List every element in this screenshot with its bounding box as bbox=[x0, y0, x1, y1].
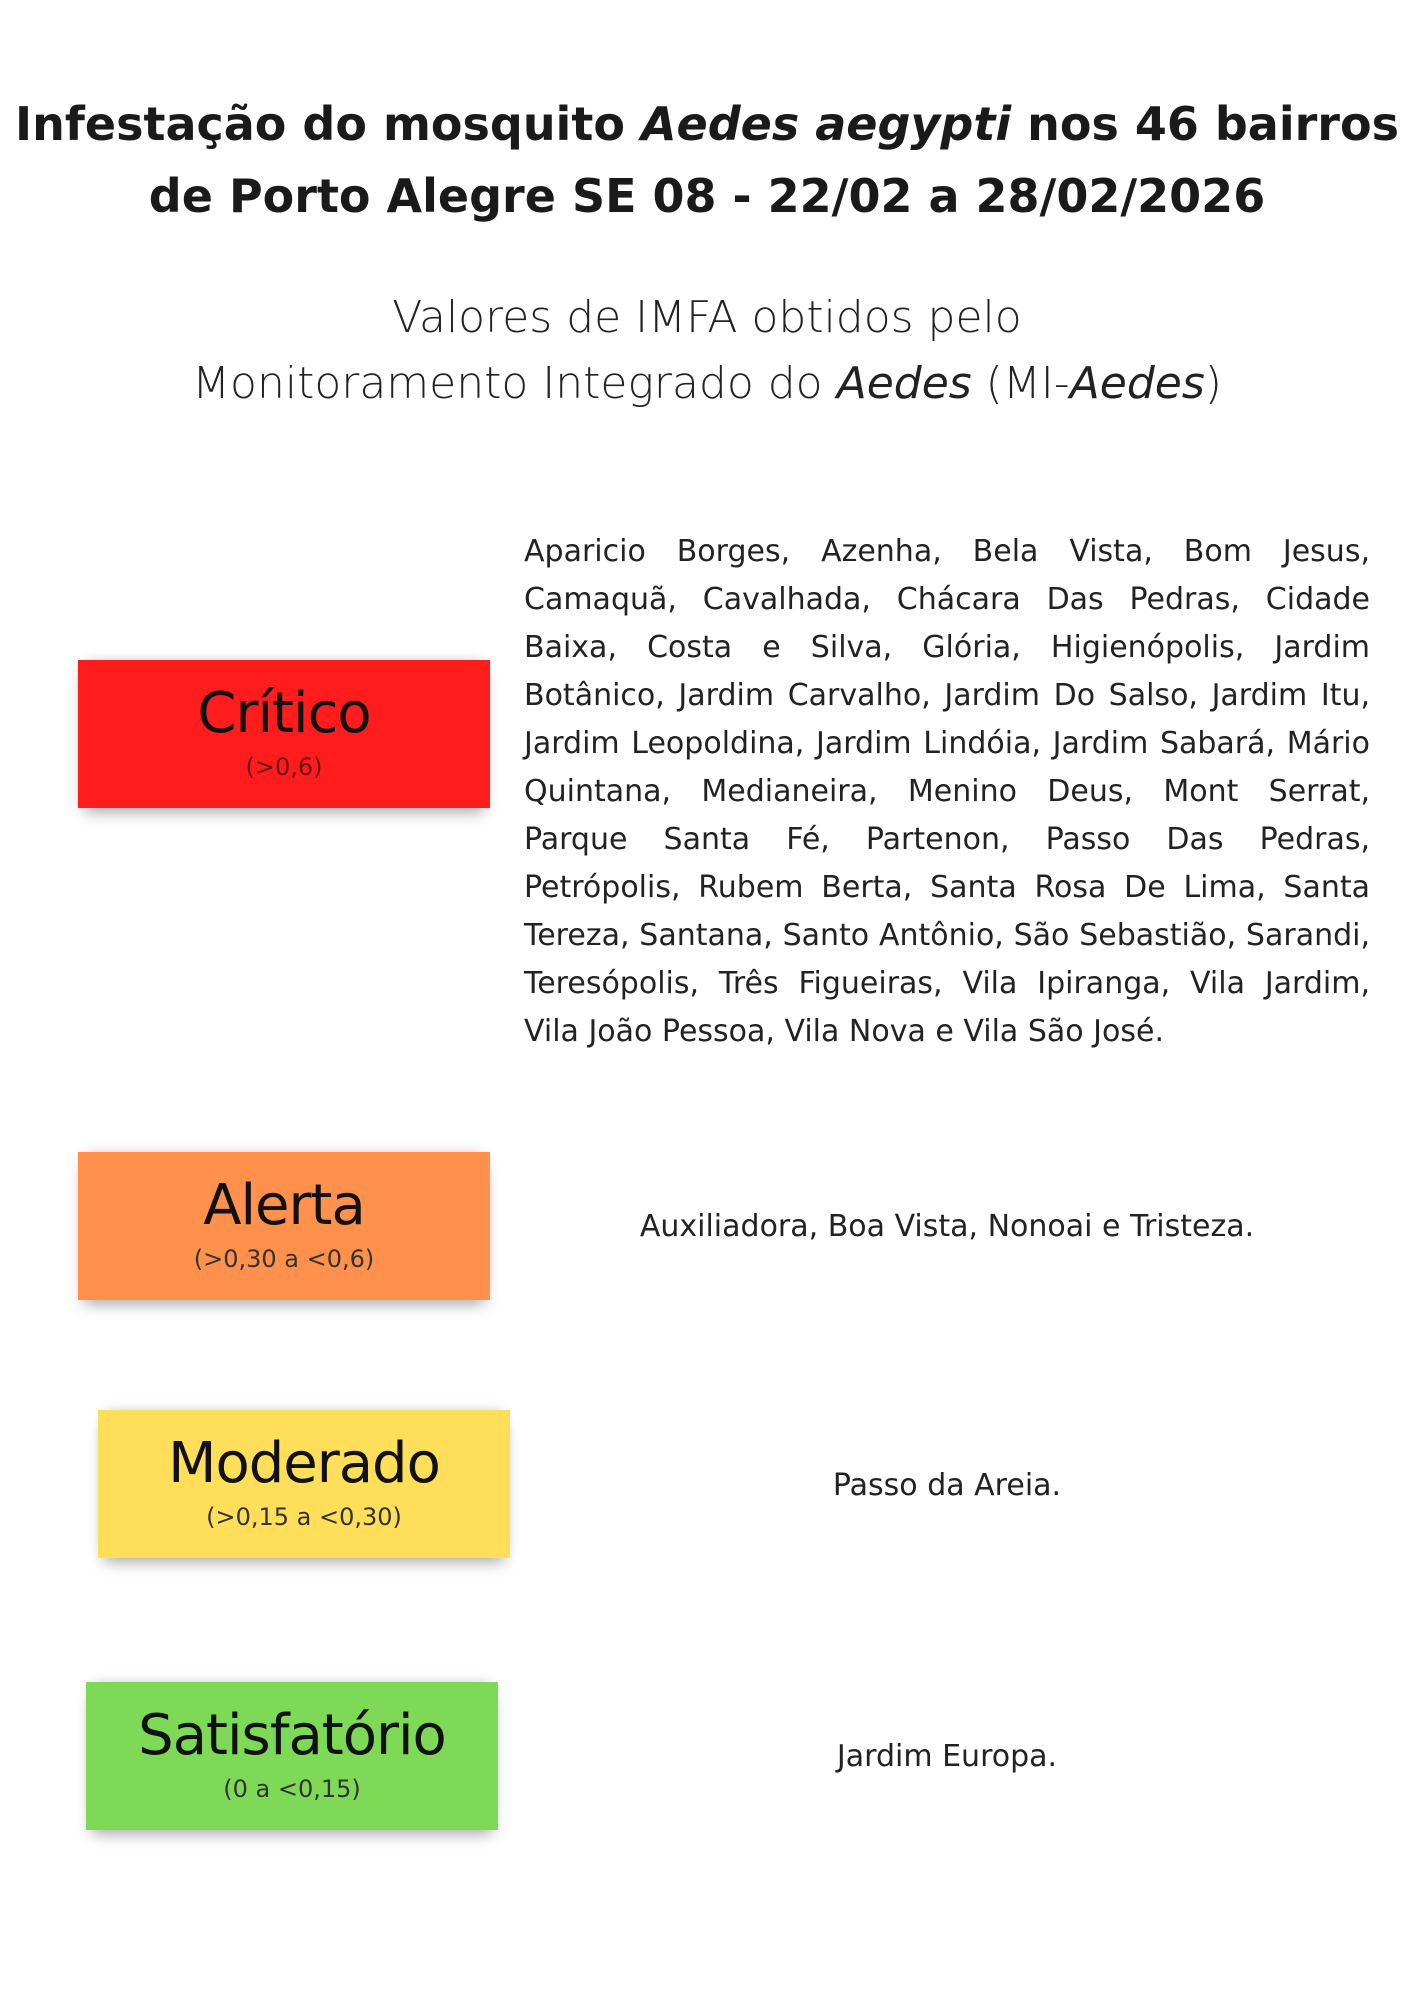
title-species: Aedes aegypti bbox=[640, 97, 1012, 151]
subtitle-text-end: ) bbox=[1204, 358, 1222, 409]
title-line-2: de Porto Alegre SE 08 - 22/02 a 28/02/2026 bbox=[148, 169, 1266, 223]
level-critico-range: (>0,6) bbox=[245, 753, 323, 781]
subtitle-genus-abbrev: Aedes bbox=[1069, 358, 1205, 409]
subtitle-text: Monitoramento Integrado do bbox=[192, 358, 837, 409]
level-alerta-neighborhoods: Auxiliadora, Boa Vista, Nonoai e Tristeza. bbox=[639, 1209, 1255, 1244]
page-subtitle bbox=[0, 285, 1414, 417]
level-moderado-box bbox=[98, 1410, 510, 1558]
subtitle-line-1: Valores de IMFA obtidos pelo bbox=[392, 292, 1022, 343]
level-satisfatorio-name: Satisfatório bbox=[138, 1703, 446, 1768]
level-alerta-box bbox=[78, 1152, 490, 1300]
page-title bbox=[0, 88, 1414, 232]
level-moderado-name: Moderado bbox=[168, 1431, 440, 1496]
level-alerta-range: (>0,30 a <0,6) bbox=[193, 1245, 375, 1273]
level-satisfatorio-box bbox=[86, 1682, 498, 1830]
level-critico-neighborhoods: Aparicio Borges, Azenha, Bela Vista, Bom Jesus, Camaquã, Cavalhada, Chácara Das Pedras, Cidade Baixa, Costa e Silva, Glória, Higienópolis, Jardim Botânico, Jardim Carvalho, Jardim Do Salso, Jardim Itu, Jardim Leopoldina, Jardim Lindóia, Jardim Sabará, Mário Quintana, Medianeira, Menino Deus, Mont Serrat, Parque Santa Fé, Partenon, Passo Das Pedras, Petrópolis, Rubem Berta, Santa Rosa De Lima, Santa Tereza, Santana, Santo Antônio, São Sebastião, Sarandi, Teresópolis, Três Figueiras, Vila Ipiranga, Vila Jardim, Vila João Pessoa, Vila Nova e Vila São José. bbox=[524, 534, 1370, 1049]
level-critico-name: Crítico bbox=[197, 681, 371, 746]
level-critico-box bbox=[78, 660, 490, 808]
level-satisfatorio-neighborhoods: Jardim Europa. bbox=[836, 1739, 1058, 1774]
title-text-end: nos 46 bairros bbox=[1011, 97, 1399, 151]
level-satisfatorio-range: (0 a <0,15) bbox=[223, 1775, 361, 1803]
subtitle-line-2 bbox=[0, 351, 1414, 417]
subtitle-genus: Aedes bbox=[836, 358, 972, 409]
level-alerta-name: Alerta bbox=[203, 1173, 365, 1238]
level-moderado-neighborhoods: Passo da Areia. bbox=[832, 1468, 1062, 1503]
subtitle-text-mid: (MI- bbox=[971, 358, 1070, 409]
level-moderado-range: (>0,15 a <0,30) bbox=[206, 1503, 402, 1531]
title-text: Infestação do mosquito bbox=[15, 97, 641, 151]
title-line-1 bbox=[0, 88, 1414, 160]
